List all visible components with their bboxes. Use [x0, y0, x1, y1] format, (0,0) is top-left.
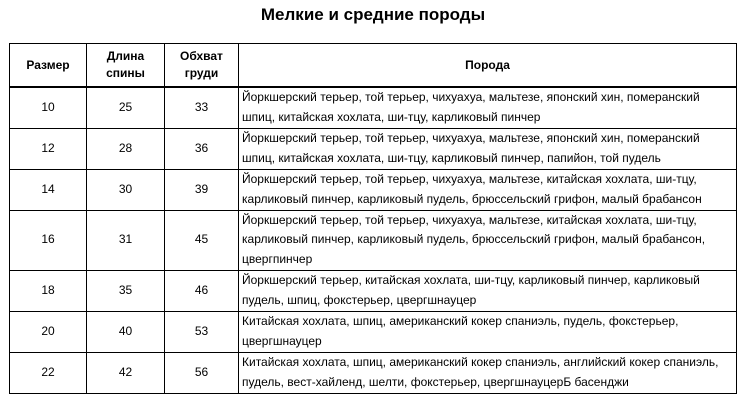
cell-back-length: 30 — [87, 169, 165, 210]
table-row — [10, 311, 737, 352]
cell-size: 20 — [10, 311, 87, 352]
cell-breeds: Йоркшерский терьер, китайская хохлата, ши-тцу, карликовый пинчер, карликовый пудель, шпиц, фокстерьер, цвергшнауцер — [239, 270, 737, 311]
cell-size: 16 — [10, 210, 87, 270]
cell-back-length: 28 — [87, 128, 165, 169]
cell-size: 18 — [10, 270, 87, 311]
cell-back-length: 40 — [87, 311, 165, 352]
cell-chest-girth: 53 — [165, 311, 239, 352]
table-header-row — [10, 44, 737, 88]
header-back-line1: Длина — [106, 49, 145, 63]
cell-breeds: Йоркшерский терьер, той терьер, чихуахуа, мальтезе, японский хин, померанский шпиц, китайская хохлата, ши-тцу, карликовый пинчер, папийон, той пудель — [239, 128, 737, 169]
size-table — [9, 43, 737, 394]
cell-chest-girth: 33 — [165, 87, 239, 128]
header-chest-line2: груди — [184, 66, 219, 80]
cell-chest-girth: 36 — [165, 128, 239, 169]
table-row — [10, 352, 737, 393]
cell-chest-girth: 56 — [165, 352, 239, 393]
table-row — [10, 87, 737, 128]
cell-size: 12 — [10, 128, 87, 169]
cell-size: 10 — [10, 87, 87, 128]
cell-back-length: 25 — [87, 87, 165, 128]
cell-breeds: Йоркшерский терьер, той терьер, чихуахуа, мальтезе, китайская хохлата, ши-тцу, карликовый пинчер, карликовый пудель, брюссельский грифон, малый брабансон, цвергпинчер — [239, 210, 737, 270]
header-size-label: Размер — [26, 57, 70, 72]
header-chest-girth — [165, 44, 239, 88]
cell-chest-girth: 45 — [165, 210, 239, 270]
table-row — [10, 128, 737, 169]
cell-back-length: 35 — [87, 270, 165, 311]
cell-breeds: Китайская хохлата, шпиц, американский кокер спаниэль, английский кокер спаниэль, пудель, вест-хайленд, шелти, фокстерьер, цвергшнауцерБ басенджи — [239, 352, 737, 393]
cell-size: 22 — [10, 352, 87, 393]
table-row — [10, 169, 737, 210]
page-title: Мелкие и средние породы — [260, 5, 486, 24]
cell-back-length: 42 — [87, 352, 165, 393]
cell-chest-girth: 46 — [165, 270, 239, 311]
table-row — [10, 270, 737, 311]
header-size — [10, 44, 87, 88]
table-row — [10, 210, 737, 270]
header-chest-line1: Обхват — [180, 49, 223, 63]
header-breed — [239, 44, 737, 88]
cell-chest-girth: 39 — [165, 169, 239, 210]
header-back-line2: спины — [106, 66, 145, 80]
cell-size: 14 — [10, 169, 87, 210]
header-breed-label: Порода — [465, 57, 510, 72]
header-back-length — [87, 44, 165, 88]
cell-breeds: Китайская хохлата, шпиц, американский кокер спаниэль, пудель, фокстерьер, цвергшнауцер — [239, 311, 737, 352]
cell-breeds: Йоркшерский терьер, той терьер, чихуахуа, мальтезе, китайская хохлата, ши-тцу, карликовый пинчер, карликовый пудель, брюссельский грифон, малый брабансон — [239, 169, 737, 210]
cell-back-length: 31 — [87, 210, 165, 270]
cell-breeds: Йоркшерский терьер, той терьер, чихуахуа, мальтезе, японский хин, померанский шпиц, китайская хохлата, ши-тцу, карликовый пинчер — [239, 87, 737, 128]
